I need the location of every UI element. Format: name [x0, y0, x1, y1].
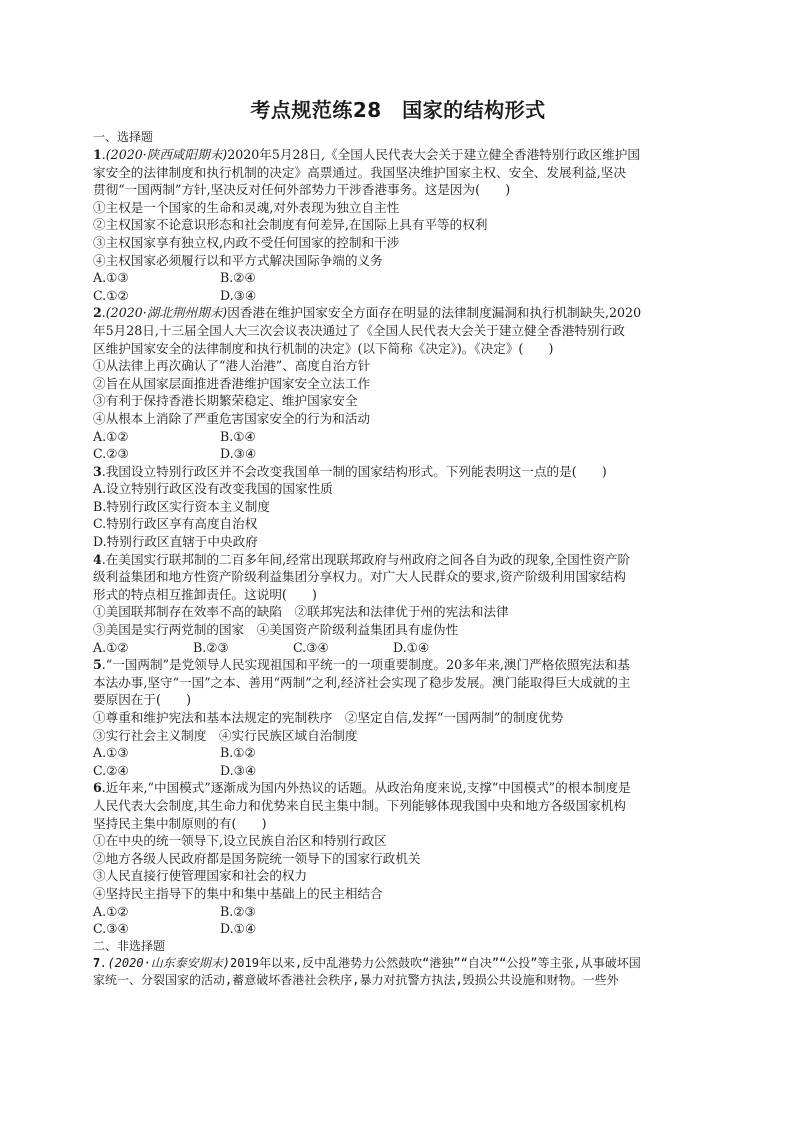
- statement: ③美国是实行两党制的国家 ④美国资产阶级利益集团具有虚伪性: [93, 622, 459, 638]
- statement: ③主权国家享有独立权,内政不受任何国家的控制和干涉: [93, 234, 400, 250]
- option-b: B.②③: [220, 903, 256, 919]
- question-stem-line: 人民代表大会制度,其生命力和优势来自民主集中制。下列能够体现我国中央和地方各级国家机构: [93, 797, 626, 813]
- option-d: D.③④: [220, 762, 257, 778]
- section-heading-choice: 一、选择题: [93, 130, 154, 144]
- options-row: [93, 920, 703, 938]
- question-number: 4: [93, 551, 102, 567]
- option-c: C.②④: [93, 762, 129, 778]
- question-stem-line: 年5月28日,十三届全国人大三次会议表决通过了《全国人民代表大会关于建立健全香港特别行政: [93, 322, 625, 338]
- question-2: [93, 304, 703, 462]
- page-title: 考点规范练28 国家的结构形式: [250, 98, 546, 122]
- question-1: [93, 146, 703, 304]
- option-d: D.特别行政区直辖于中央政府: [93, 534, 258, 550]
- statement: ①从法律上再次确认了“港人治港”、高度自治方针: [93, 358, 371, 374]
- statement: ④坚持民主指导下的集中和集中基础上的民主相结合: [93, 885, 383, 901]
- document-page: [93, 94, 703, 990]
- question-stem-line: 5.“一国两制”是党领导人民实现祖国和平统一的一项重要制度。20多年来,澳门严格依照宪法和基: [93, 657, 630, 673]
- option-c: C.③④: [93, 921, 129, 937]
- statement: ①尊重和维护宪法和基本法规定的宪制秩序 ②坚定自信,发挥“一国两制”的制度优势: [93, 710, 564, 725]
- option-c: C.②③: [93, 446, 129, 462]
- question-stem-line: 家安全的法律制度和执行机制的决定》高票通过。我国坚决维护国家主权、安全、发展利益,坚决: [93, 164, 626, 180]
- option-a: A.①②: [93, 639, 129, 655]
- statement: ②主权国家不论意识形态和社会制度有何差异,在国际上具有平等的权利: [93, 217, 488, 233]
- question-number: 5: [93, 657, 102, 673]
- statement: ①主权是一个国家的生命和灵魂,对外表现为独立自主性: [93, 199, 400, 215]
- option-a: A.①③: [93, 745, 129, 761]
- question-stem-line: 区维护国家安全的法律制度和执行机制的决定》(以下简称《决定》)。《决定》( ): [93, 340, 554, 356]
- question-6: [93, 779, 703, 937]
- option-d: D.③④: [220, 446, 257, 462]
- question-number: 7: [93, 955, 101, 970]
- question-stem-line: 3.我国设立特别行政区并不会改变我国单一制的国家结构形式。下列能表明这一点的是( ): [93, 463, 607, 479]
- question-source: .(2020·湖北荆州期末): [101, 305, 228, 321]
- option-b: B.②④: [220, 270, 256, 286]
- question-stem-line: 贯彻“一国两制”方针,坚决反对任何外部势力干涉香港事务。这是因为( ): [93, 182, 511, 198]
- question-4: [93, 551, 703, 657]
- options-row: [93, 269, 703, 287]
- question-number: 2: [93, 305, 102, 321]
- question-stem-line: 本法办事,坚守“一国”之本、善用“两制”之利,经济社会实现了稳步发展。澳门能取得巨大成就的主: [93, 674, 631, 690]
- statement: ③有利于保持香港长期繁荣稳定、维护国家安全: [93, 393, 358, 409]
- statement: ①在中央的统一领导下,设立民族自治区和特别行政区: [93, 833, 387, 849]
- statement: ②地方各级人民政府都是国务院统一领导下的国家行政机关: [93, 850, 421, 866]
- options-row: [93, 762, 703, 780]
- options-row: [93, 428, 703, 446]
- question-5: [93, 656, 703, 779]
- question-number: 3: [93, 463, 102, 479]
- option-b: B.①④: [220, 428, 256, 444]
- option-c: C.③④: [293, 639, 329, 655]
- option-d: D.①④: [393, 639, 430, 655]
- question-3: [93, 463, 703, 551]
- question-source: .(2020·陕西咸阳期末): [101, 147, 228, 162]
- options-row: [93, 639, 703, 657]
- section-heading-nonchoice: 二、非选择题: [93, 938, 166, 953]
- options-row: [93, 287, 703, 305]
- option-b: B.①②: [220, 745, 256, 761]
- question-stem-line: 7.(2020·山东泰安期末)2019年以来,反中乱港势力公然鼓吹“港独”“自决”“公投”等主张,从事破坏国: [93, 955, 641, 970]
- question-source: .(2020·山东泰安期末): [100, 955, 231, 970]
- option-c: C.特别行政区享有高度自治权: [93, 516, 258, 532]
- options-row: [93, 445, 703, 463]
- options-row: [93, 903, 703, 921]
- statement: ③实行社会主义制度 ④实行民族区域自治制度: [93, 727, 358, 743]
- statement: ③人民直接行使管理国家和社会的权力: [93, 868, 308, 884]
- option-a: A.设立特别行政区没有改变我国的国家性质: [93, 481, 333, 497]
- statement: ①美国联邦制存在效率不高的缺陷 ②联邦宪法和法律优于州的宪法和法律: [93, 604, 509, 620]
- option-a: A.①③: [93, 270, 129, 286]
- option-a: A.①②: [93, 903, 129, 919]
- question-stem-line: 6.近年来,“中国模式”逐渐成为国内外热议的话题。从政治角度来说,支撑“中国模式”的根本制度是: [93, 780, 631, 796]
- option-b: B.②③: [193, 639, 229, 655]
- question-number: 1: [93, 147, 102, 162]
- options-row: [93, 744, 703, 762]
- question-stem-line: 级利益集团和地方性资产阶级利益集团分享权力。对广大人民群众的要求,资产阶级利用国家结构: [93, 569, 626, 585]
- option-a: A.①②: [93, 428, 129, 444]
- option-d: D.③④: [220, 287, 257, 303]
- statement: ④主权国家必须履行以和平方式解决国际争端的义务: [93, 252, 383, 268]
- question-stem-line: 1.(2020·陕西咸阳期末)2020年5月28日,《全国人民代表大会关于建立健全香港特别行政区维护国: [93, 147, 640, 162]
- statement: ④从根本上消除了严重危害国家安全的行为和活动: [93, 410, 371, 426]
- question-stem-line: 2.(2020·湖北荆州期末)因香港在维护国家安全方面存在明显的法律制度漏洞和执行机制缺失,2020: [93, 305, 642, 321]
- question-stem-line: 形式的特点相互推卸责任。这说明( ): [93, 586, 317, 602]
- question-number: 6: [93, 780, 102, 796]
- question-7: [93, 955, 703, 990]
- question-stem-line: 坚持民主集中制原则的有( ): [93, 815, 267, 831]
- option-d: D.①④: [220, 921, 257, 937]
- question-stem-line: 家统一、分裂国家的活动,蓄意破坏香港社会秩序,暴力对抗警方执法,毁损公共设施和财物。一些外: [93, 973, 619, 988]
- question-stem-line: 4.在美国实行联邦制的二百多年间,经常出现联邦政府与州政府之间各自为政的现象,全国性资产阶: [93, 551, 631, 567]
- option-c: C.①②: [93, 287, 129, 303]
- option-b: B.特别行政区实行资本主义制度: [93, 498, 270, 514]
- statement: ②旨在从国家层面推进香港维护国家安全立法工作: [93, 375, 371, 391]
- question-stem-line: 要原因在于( ): [93, 692, 191, 708]
